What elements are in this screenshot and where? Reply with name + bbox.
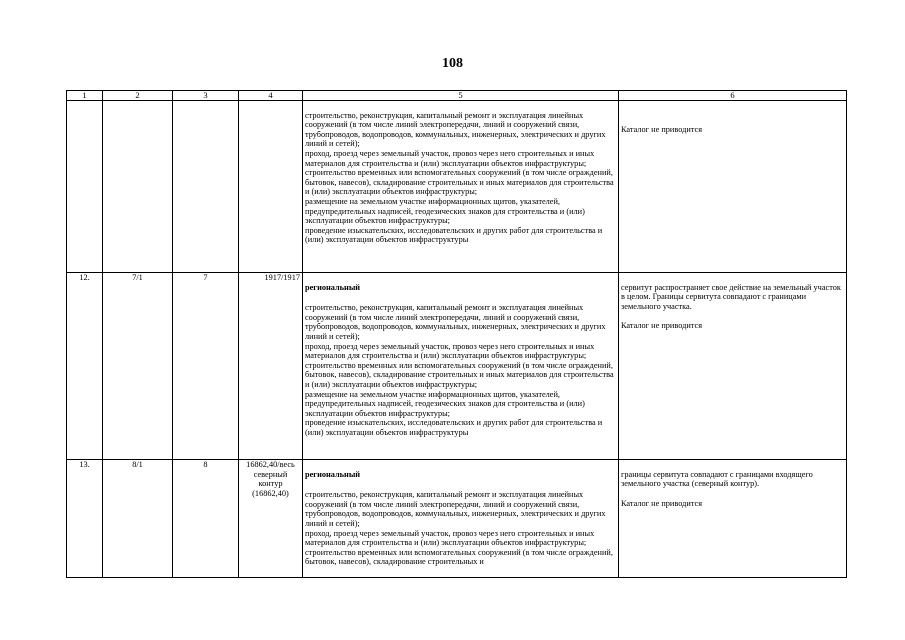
uses-text: строительство, реконструкция, капитальный ремонт и эксплуатация линейных сооружений (в том числе линий электропередачи, линий и сооружений связи, трубопроводов, водопроводов, коммунальных, инженерных, электрических и других линий и сетей); проход, проезд через земельный участок, провоз через него строительных и иных материалов для строительства и (или) эксплуатации объектов инфраструктуры; строительство временных или вспомогательных сооружений (в том числе ограждений, бытовок, навесов), складирование строительных и иных материалов для строительства и (или) эксплуатации объектов инфраструктуры; размещение на земельном участке информационных щитов, указателей, предупредительных надписей, геодезических знаков для строительства и (или) эксплуатации объектов инфраструктуры; проведение изыскательских, исследовательских и других работ для строительства и (или) эксплуатации объектов инфраструктуры: [305, 303, 614, 437]
column-header: 4: [239, 91, 303, 101]
catalog-note: Каталог не приводится: [621, 498, 703, 508]
row-number: [67, 101, 103, 273]
row-uses: [303, 273, 619, 460]
row-notes: [619, 101, 847, 273]
row-col2: 8/1: [103, 460, 173, 578]
area-value: 1917/1917: [264, 273, 300, 282]
row-number: 13.: [67, 460, 103, 578]
row-uses: [303, 101, 619, 273]
column-header: 3: [173, 91, 239, 101]
uses-text: строительство, реконструкция, капитальный ремонт и эксплуатация линейных сооружений (в том числе линий электропередачи, линий и сооружений связи, трубопроводов, водопроводов, коммунальных, инженерных, электрических и других линий и сетей); проход, проезд через земельный участок, провоз через него строительных и иных материалов для строительства и (или) эксплуатации объектов инфраструктуры; строительство временных или вспомогательных сооружений (в том числе ограждений, бытовок, навесов), складирование строительных и иных материалов для строительства и (или) эксплуатации объектов инфраструктуры; размещение на земельном участке информационных щитов, указателей, предупредительных надписей, геодезических знаков для строительства и (или) эксплуатации объектов инфраструктуры; проведение изыскательских, исследовательских и других работ для строительства и (или) эксплуатации объектов инфраструктуры: [305, 110, 614, 245]
servitude-note: сервитут распространяет свое действие на земельный участок в целом. Границы сервитута совпадают с границами земельного участка.: [621, 282, 841, 311]
area-value: контур: [258, 479, 283, 489]
catalog-note: Каталог не приводится: [621, 321, 703, 331]
row-col2: 7/1: [103, 273, 173, 460]
table-row: [67, 101, 847, 273]
area-value: северный: [253, 469, 288, 479]
row-area: [239, 273, 303, 460]
row-notes: [619, 273, 847, 460]
page-number: 108: [442, 56, 463, 71]
column-header: 5: [303, 91, 619, 101]
uses-text: строительство, реконструкция, капитальный ремонт и эксплуатация линейных сооружений (в том числе линий электропередачи, линий и сооружений связи, трубопроводов, водопроводов, коммунальных, инженерных, электрических и других линий и сетей); проход, проезд через земельный участок, провоз через него строительных и иных материалов для строительства и (или) эксплуатации объектов инфраструктуры; строительство временных или вспомогательных сооружений (в том числе ограждений, бытовок, навесов), складирование строительных и: [305, 490, 613, 567]
servitude-table: [66, 90, 847, 578]
row-col3: [173, 101, 239, 273]
row-col2: [103, 101, 173, 273]
servitude-type: региональный: [305, 469, 361, 479]
column-header: 2: [103, 91, 173, 101]
catalog-note: Каталог не приводится: [621, 124, 703, 134]
table-row: [67, 273, 847, 460]
table-row: [67, 460, 847, 578]
row-col3: 8: [173, 460, 239, 578]
servitude-note: границы сервитута совпадают с границами входящего земельного участка (северный контур).: [621, 469, 813, 489]
row-area: [239, 101, 303, 273]
area-value: 16862,40/весь: [246, 460, 295, 469]
table-header-row: [67, 91, 847, 101]
row-area: [239, 460, 303, 578]
row-col3: 7: [173, 273, 239, 460]
row-notes: [619, 460, 847, 578]
area-value: (16862,40): [252, 488, 289, 498]
row-number: 12.: [67, 273, 103, 460]
servitude-type: региональный: [305, 282, 361, 292]
row-uses: [303, 460, 619, 578]
column-header: 6: [619, 91, 847, 101]
column-header: 1: [67, 91, 103, 101]
